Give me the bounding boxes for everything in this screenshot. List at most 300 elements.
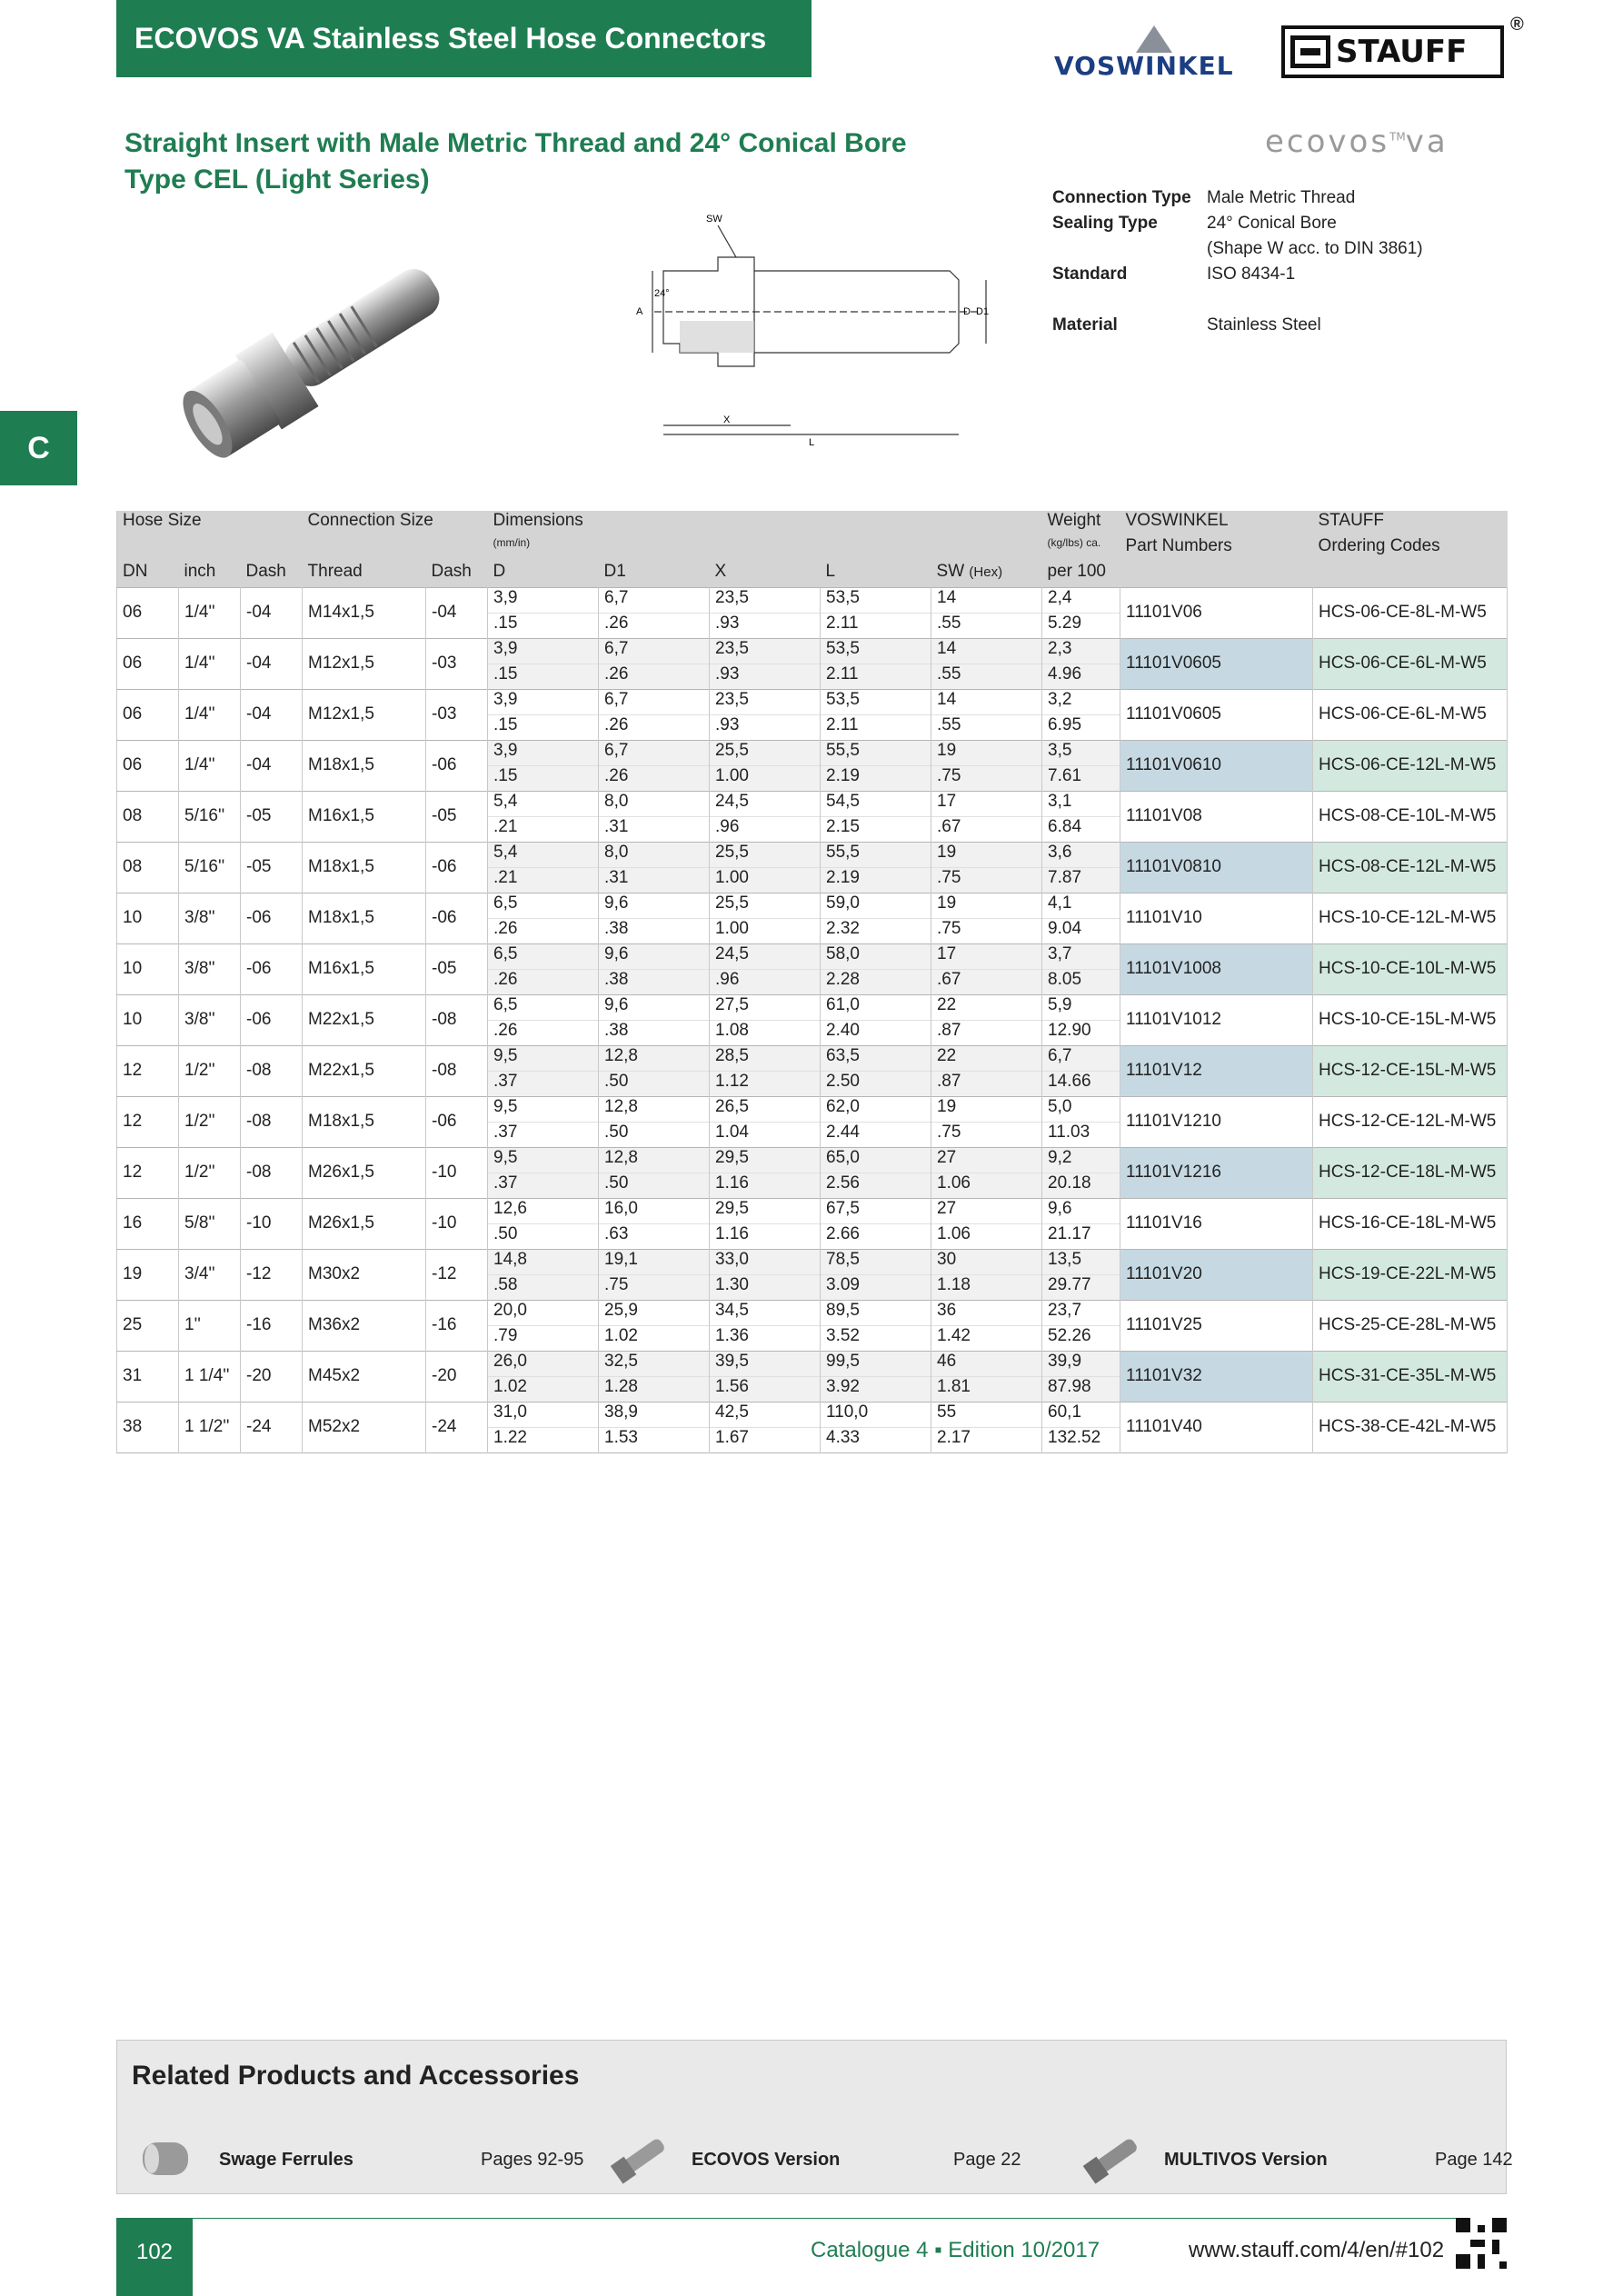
cell-thread: M45x2 [303, 1351, 426, 1402]
cell-inch: 1'' [179, 1300, 241, 1351]
cell-d1-in: .63 [599, 1223, 710, 1249]
related-item-page[interactable]: Pages 92-95 [481, 2150, 584, 2170]
cell-d-in: .37 [488, 1122, 599, 1147]
cell-dash2: -08 [426, 994, 488, 1045]
cell-d1-mm: 32,5 [599, 1351, 710, 1376]
page-number: 102 [116, 2218, 193, 2296]
cell-sw-in: .67 [931, 816, 1042, 842]
cell-dn: 31 [117, 1351, 179, 1402]
cell-dash: -08 [241, 1045, 303, 1096]
cell-weight-in: 12.90 [1042, 1020, 1120, 1045]
cell-x-mm: 27,5 [710, 994, 821, 1020]
header-title: ECOVOS VA Stainless Steel Hose Connectors [134, 22, 767, 55]
cell-d-mm: 3,9 [488, 638, 599, 664]
table-row [117, 1300, 1508, 1325]
cell-sw-in: 1.42 [931, 1325, 1042, 1351]
cell-stauff-code: HCS-08-CE-10L-M-W5 [1313, 791, 1508, 842]
cell-stauff-code: HCS-19-CE-22L-M-W5 [1313, 1249, 1508, 1300]
cell-stauff-code: HCS-12-CE-12L-M-W5 [1313, 1096, 1508, 1147]
drawing-label-l: L [809, 437, 815, 448]
weight-header: Weight [1042, 511, 1120, 536]
cell-d1-in: .38 [599, 918, 710, 943]
cell-d-mm: 5,4 [488, 791, 599, 816]
table-row [117, 1096, 1508, 1122]
cell-d1-in: 1.02 [599, 1325, 710, 1351]
cell-dn: 06 [117, 740, 179, 791]
cell-dn: 06 [117, 587, 179, 638]
cell-d1-in: .26 [599, 613, 710, 638]
cell-stauff-code: HCS-25-CE-28L-M-W5 [1313, 1300, 1508, 1351]
cell-weight-mm: 2,3 [1042, 638, 1120, 664]
catalogue-edition: Catalogue 4 ▪ Edition 10/2017 [811, 2238, 1100, 2262]
drawing-label-x: X [723, 414, 731, 425]
cell-d-in: 1.02 [488, 1376, 599, 1402]
cell-inch: 3/8'' [179, 893, 241, 943]
cell-stauff-code: HCS-10-CE-15L-M-W5 [1313, 994, 1508, 1045]
technical-drawing [600, 207, 991, 453]
related-item-name[interactable]: MULTIVOS Version [1164, 2150, 1328, 2170]
cell-x-in: 1.00 [710, 867, 821, 893]
cell-weight-in: 20.18 [1042, 1173, 1120, 1198]
cell-dash2: -05 [426, 791, 488, 842]
cell-l-mm: 63,5 [821, 1045, 931, 1071]
spec-value: (Shape W acc. to DIN 3861) [1207, 239, 1423, 258]
cell-l-mm: 53,5 [821, 689, 931, 714]
cell-x-mm: 25,5 [710, 893, 821, 918]
cell-voswinkel-part: 11101V20 [1120, 1249, 1313, 1300]
cell-dash: -04 [241, 740, 303, 791]
cell-dash: -06 [241, 893, 303, 943]
cell-weight-in: 6.84 [1042, 816, 1120, 842]
cell-inch: 1 1/4'' [179, 1351, 241, 1402]
cell-d1-mm: 38,9 [599, 1402, 710, 1427]
cell-sw-in: 2.17 [931, 1427, 1042, 1452]
cell-d1-mm: 25,9 [599, 1300, 710, 1325]
cell-stauff-code: HCS-10-CE-12L-M-W5 [1313, 893, 1508, 943]
related-item-page[interactable]: Page 22 [953, 2150, 1021, 2170]
cell-x-in: 1.56 [710, 1376, 821, 1402]
cell-sw-in: .75 [931, 867, 1042, 893]
col-weight: per 100 [1042, 562, 1120, 587]
cell-thread: M26x1,5 [303, 1198, 426, 1249]
cell-stauff-code: HCS-38-CE-42L-M-W5 [1313, 1402, 1508, 1452]
cell-l-in: 4.33 [821, 1427, 931, 1452]
cell-d-mm: 6,5 [488, 943, 599, 969]
cell-stauff-code: HCS-31-CE-35L-M-W5 [1313, 1351, 1508, 1402]
cell-stauff-code: HCS-06-CE-8L-M-W5 [1313, 587, 1508, 638]
cell-weight-mm: 13,5 [1042, 1249, 1120, 1274]
related-item[interactable] [135, 2131, 584, 2186]
cell-weight-in: 132.52 [1042, 1427, 1120, 1452]
connection-size-header: Connection Size [303, 511, 488, 536]
cell-l-in: 2.44 [821, 1122, 931, 1147]
cell-inch: 3/4'' [179, 1249, 241, 1300]
cell-thread: M18x1,5 [303, 842, 426, 893]
cell-stauff-code: HCS-06-CE-6L-M-W5 [1313, 689, 1508, 740]
qr-code-icon[interactable] [1456, 2218, 1507, 2269]
cell-weight-in: 7.87 [1042, 867, 1120, 893]
cell-weight-mm: 39,9 [1042, 1351, 1120, 1376]
col-thread: Thread [303, 562, 426, 587]
cell-d1-in: .38 [599, 969, 710, 994]
cell-d1-mm: 9,6 [599, 943, 710, 969]
cell-d1-mm: 12,8 [599, 1045, 710, 1071]
table-row [117, 1351, 1508, 1376]
cell-thread: M22x1,5 [303, 994, 426, 1045]
cell-dash2: -20 [426, 1351, 488, 1402]
cell-stauff-code: HCS-12-CE-18L-M-W5 [1313, 1147, 1508, 1198]
cell-d1-in: .50 [599, 1173, 710, 1198]
cell-thread: M52x2 [303, 1402, 426, 1452]
col-d: D [488, 562, 599, 587]
col-sw-unit: (Hex) [969, 564, 1003, 580]
cell-d-in: .15 [488, 714, 599, 740]
cell-l-mm: 53,5 [821, 587, 931, 613]
cell-sw-mm: 14 [931, 638, 1042, 664]
cell-dn: 08 [117, 842, 179, 893]
spec-value: ISO 8434-1 [1207, 265, 1296, 284]
cell-weight-in: 8.05 [1042, 969, 1120, 994]
cell-sw-in: .87 [931, 1020, 1042, 1045]
cell-weight-in: 52.26 [1042, 1325, 1120, 1351]
cell-d-in: .26 [488, 918, 599, 943]
table-row [117, 638, 1508, 664]
cell-voswinkel-part: 11101V16 [1120, 1198, 1313, 1249]
cell-dn: 25 [117, 1300, 179, 1351]
cell-dash2: -06 [426, 842, 488, 893]
cell-d1-in: .26 [599, 664, 710, 689]
cell-x-in: 1.36 [710, 1325, 821, 1351]
col-dn: DN [117, 562, 179, 587]
cell-dash: -05 [241, 791, 303, 842]
cell-x-in: 1.00 [710, 918, 821, 943]
cell-stauff-code: HCS-12-CE-15L-M-W5 [1313, 1045, 1508, 1096]
cell-l-in: 2.15 [821, 816, 931, 842]
cell-d1-in: .26 [599, 714, 710, 740]
drawing-label-d: D [963, 306, 971, 317]
voswinkel-header: VOSWINKEL [1120, 511, 1313, 536]
cell-dn: 10 [117, 943, 179, 994]
cell-l-mm: 110,0 [821, 1402, 931, 1427]
cell-d1-in: .38 [599, 1020, 710, 1045]
cell-l-in: 2.28 [821, 969, 931, 994]
cell-stauff-code: HCS-08-CE-12L-M-W5 [1313, 842, 1508, 893]
cell-sw-mm: 19 [931, 740, 1042, 765]
cell-d-in: 1.22 [488, 1427, 599, 1452]
cell-l-in: 2.11 [821, 714, 931, 740]
cell-l-in: 2.50 [821, 1071, 931, 1096]
cell-l-in: 2.66 [821, 1223, 931, 1249]
col-inch: inch [179, 562, 241, 587]
cell-sw-mm: 14 [931, 587, 1042, 613]
col-l: L [821, 562, 931, 587]
cell-weight-in: 21.17 [1042, 1223, 1120, 1249]
cell-thread: M30x2 [303, 1249, 426, 1300]
cell-x-in: 1.04 [710, 1122, 821, 1147]
cell-inch: 1/4'' [179, 638, 241, 689]
cell-d-in: .21 [488, 816, 599, 842]
cell-thread: M12x1,5 [303, 689, 426, 740]
cell-dash2: -06 [426, 740, 488, 791]
cell-sw-mm: 19 [931, 1096, 1042, 1122]
cell-d1-in: .26 [599, 765, 710, 791]
cell-voswinkel-part: 11101V0610 [1120, 740, 1313, 791]
section-tab: C [0, 411, 77, 485]
cell-l-in: 3.09 [821, 1274, 931, 1300]
cell-sw-in: .75 [931, 1122, 1042, 1147]
spec-key: Material [1052, 315, 1118, 334]
cell-dash2: -06 [426, 1096, 488, 1147]
cell-dash: -10 [241, 1198, 303, 1249]
cell-l-in: 2.19 [821, 765, 931, 791]
cell-inch: 1/4'' [179, 587, 241, 638]
cell-l-in: 3.52 [821, 1325, 931, 1351]
related-item-page[interactable]: Page 142 [1435, 2150, 1513, 2170]
cell-dn: 19 [117, 1249, 179, 1300]
cell-weight-mm: 3,6 [1042, 842, 1120, 867]
cell-d-in: .21 [488, 867, 599, 893]
cell-sw-in: .75 [931, 918, 1042, 943]
cell-d1-mm: 19,1 [599, 1249, 710, 1274]
cell-d-in: .15 [488, 765, 599, 791]
cell-thread: M18x1,5 [303, 1096, 426, 1147]
col-x: X [710, 562, 821, 587]
cell-d-in: .15 [488, 664, 599, 689]
cell-sw-in: .55 [931, 664, 1042, 689]
cell-thread: M12x1,5 [303, 638, 426, 689]
spec-value: 24° Conical Bore [1207, 214, 1337, 233]
cell-inch: 1/2'' [179, 1147, 241, 1198]
cell-d-mm: 9,5 [488, 1045, 599, 1071]
cell-weight-mm: 3,5 [1042, 740, 1120, 765]
cell-x-mm: 26,5 [710, 1096, 821, 1122]
table-row [117, 587, 1508, 613]
cell-x-mm: 28,5 [710, 1045, 821, 1071]
cell-inch: 1/2'' [179, 1096, 241, 1147]
cell-l-mm: 89,5 [821, 1300, 931, 1325]
table-row [117, 1147, 1508, 1173]
ecovos-logo-tm: TM [1389, 130, 1406, 144]
cell-dash2: -10 [426, 1147, 488, 1198]
cell-dash2: -16 [426, 1300, 488, 1351]
cell-l-in: 2.32 [821, 918, 931, 943]
spec-key: Standard [1052, 265, 1128, 284]
table-row [117, 1045, 1508, 1071]
cell-l-mm: 53,5 [821, 638, 931, 664]
cell-d1-in: .31 [599, 816, 710, 842]
cell-dash: -16 [241, 1300, 303, 1351]
cell-dash: -24 [241, 1402, 303, 1452]
cell-d-mm: 20,0 [488, 1300, 599, 1325]
cell-d-in: .58 [488, 1274, 599, 1300]
cell-inch: 5/8'' [179, 1198, 241, 1249]
cell-x-in: 1.08 [710, 1020, 821, 1045]
cell-dn: 12 [117, 1147, 179, 1198]
cell-voswinkel-part: 11101V08 [1120, 791, 1313, 842]
cell-x-in: 1.16 [710, 1223, 821, 1249]
cell-stauff-code: HCS-06-CE-6L-M-W5 [1313, 638, 1508, 689]
table-row [117, 1249, 1508, 1274]
cell-l-in: 2.11 [821, 664, 931, 689]
cell-dn: 06 [117, 638, 179, 689]
cell-l-in: 2.56 [821, 1173, 931, 1198]
cell-thread: M22x1,5 [303, 1045, 426, 1096]
cell-weight-in: 5.29 [1042, 613, 1120, 638]
cell-d-mm: 3,9 [488, 587, 599, 613]
cell-l-mm: 65,0 [821, 1147, 931, 1173]
cell-sw-in: 1.06 [931, 1223, 1042, 1249]
cell-weight-in: 4.96 [1042, 664, 1120, 689]
cell-x-mm: 23,5 [710, 689, 821, 714]
cell-sw-mm: 22 [931, 994, 1042, 1020]
cell-sw-mm: 55 [931, 1402, 1042, 1427]
cell-dash: -08 [241, 1147, 303, 1198]
product-photo [177, 235, 468, 475]
table-body [117, 587, 1508, 1452]
cell-weight-mm: 3,7 [1042, 943, 1120, 969]
cell-inch: 5/16'' [179, 791, 241, 842]
cell-voswinkel-part: 11101V1216 [1120, 1147, 1313, 1198]
table-row [117, 1402, 1508, 1427]
cell-sw-in: .75 [931, 765, 1042, 791]
cell-d1-in: .50 [599, 1071, 710, 1096]
drawing-label-d1: D1 [976, 306, 990, 317]
dimensions-header: Dimensions [488, 511, 1042, 536]
cell-stauff-code: HCS-06-CE-12L-M-W5 [1313, 740, 1508, 791]
related-item[interactable] [608, 2131, 1044, 2186]
cell-dash2: -05 [426, 943, 488, 994]
cell-thread: M16x1,5 [303, 943, 426, 994]
cell-d-in: .37 [488, 1071, 599, 1096]
cell-d1-in: .75 [599, 1274, 710, 1300]
cell-l-mm: 55,5 [821, 842, 931, 867]
cell-sw-mm: 17 [931, 791, 1042, 816]
cell-weight-in: 87.98 [1042, 1376, 1120, 1402]
cell-d-in: .79 [488, 1325, 599, 1351]
cell-x-in: .93 [710, 714, 821, 740]
cell-sw-in: .67 [931, 969, 1042, 994]
cell-dash2: -12 [426, 1249, 488, 1300]
cell-d-in: .50 [488, 1223, 599, 1249]
cell-weight-mm: 3,1 [1042, 791, 1120, 816]
cell-l-mm: 55,5 [821, 740, 931, 765]
cell-dash2: -24 [426, 1402, 488, 1452]
cell-d-mm: 26,0 [488, 1351, 599, 1376]
cell-weight-in: 11.03 [1042, 1122, 1120, 1147]
cell-x-in: 1.67 [710, 1427, 821, 1452]
cell-inch: 1/4'' [179, 689, 241, 740]
cell-l-mm: 58,0 [821, 943, 931, 969]
ecovos-logo-text: ecovos [1265, 124, 1390, 160]
cell-d-in: .26 [488, 1020, 599, 1045]
table-row [117, 943, 1508, 969]
cell-x-mm: 23,5 [710, 587, 821, 613]
related-item-name[interactable]: Swage Ferrules [219, 2150, 353, 2170]
cell-d1-in: .31 [599, 867, 710, 893]
footer-divider [193, 2218, 1507, 2219]
stauff-header: STAUFF [1313, 511, 1508, 536]
cell-x-mm: 34,5 [710, 1300, 821, 1325]
cell-dn: 12 [117, 1096, 179, 1147]
cell-d-in: .15 [488, 613, 599, 638]
cell-weight-mm: 6,7 [1042, 1045, 1120, 1071]
cell-l-mm: 54,5 [821, 791, 931, 816]
cell-sw-mm: 46 [931, 1351, 1042, 1376]
cell-sw-in: 1.81 [931, 1376, 1042, 1402]
cell-d-mm: 9,5 [488, 1147, 599, 1173]
cell-dash: -06 [241, 994, 303, 1045]
cell-x-mm: 42,5 [710, 1402, 821, 1427]
cell-weight-in: 14.66 [1042, 1071, 1120, 1096]
cell-dn: 12 [117, 1045, 179, 1096]
cell-d1-mm: 6,7 [599, 638, 710, 664]
related-item[interactable] [1080, 2131, 1513, 2186]
ecovos-va-logo [1265, 124, 1449, 160]
cell-weight-mm: 2,4 [1042, 587, 1120, 613]
spec-key: Connection Type [1052, 188, 1191, 207]
related-products-panel [116, 2040, 1513, 2194]
multivos-fitting-icon [1080, 2131, 1144, 2186]
registered-mark: ® [1510, 15, 1524, 35]
ecovos-fitting-icon [608, 2131, 672, 2186]
cell-dash2: -06 [426, 893, 488, 943]
cell-dn: 38 [117, 1402, 179, 1452]
cell-d1-mm: 9,6 [599, 893, 710, 918]
cell-x-in: 1.00 [710, 765, 821, 791]
cell-dash: -04 [241, 689, 303, 740]
voswinkel-wordmark: VOSWINKEL [1054, 51, 1234, 81]
cell-weight-mm: 4,1 [1042, 893, 1120, 918]
cell-d1-mm: 12,8 [599, 1096, 710, 1122]
product-title-line2: Type CEL (Light Series) [124, 165, 430, 195]
cell-x-mm: 39,5 [710, 1351, 821, 1376]
cell-l-in: 3.92 [821, 1376, 931, 1402]
table-row [117, 791, 1508, 816]
cell-dash2: -03 [426, 689, 488, 740]
cell-d1-mm: 16,0 [599, 1198, 710, 1223]
ecovos-logo-va: va [1405, 124, 1449, 160]
footer-url-link[interactable]: www.stauff.com/4/en/#102 [1189, 2238, 1445, 2262]
cell-x-mm: 23,5 [710, 638, 821, 664]
cell-d1-mm: 6,7 [599, 689, 710, 714]
cell-voswinkel-part: 11101V10 [1120, 893, 1313, 943]
cell-x-in: 1.12 [710, 1071, 821, 1096]
related-item-name[interactable]: ECOVOS Version [692, 2150, 841, 2170]
cell-inch: 1/4'' [179, 740, 241, 791]
cell-sw-mm: 27 [931, 1147, 1042, 1173]
spec-value: Male Metric Thread [1207, 188, 1356, 207]
cell-weight-mm: 5,0 [1042, 1096, 1120, 1122]
drawing-label-a: A [636, 306, 643, 317]
cell-x-in: .96 [710, 816, 821, 842]
cell-x-in: 1.16 [710, 1173, 821, 1198]
cell-dash2: -03 [426, 638, 488, 689]
cell-thread: M16x1,5 [303, 791, 426, 842]
cell-weight-mm: 60,1 [1042, 1402, 1120, 1427]
cell-dash: -04 [241, 638, 303, 689]
cell-sw-mm: 19 [931, 842, 1042, 867]
cell-voswinkel-part: 11101V12 [1120, 1045, 1313, 1096]
col-dash2: Dash [426, 562, 488, 587]
cell-weight-mm: 9,6 [1042, 1198, 1120, 1223]
cell-weight-in: 29.77 [1042, 1274, 1120, 1300]
cell-d1-mm: 12,8 [599, 1147, 710, 1173]
cell-dash: -05 [241, 842, 303, 893]
table-row [117, 740, 1508, 765]
cell-sw-mm: 22 [931, 1045, 1042, 1071]
cell-inch: 5/16'' [179, 842, 241, 893]
stauff-subheader: Ordering Codes [1313, 536, 1508, 562]
